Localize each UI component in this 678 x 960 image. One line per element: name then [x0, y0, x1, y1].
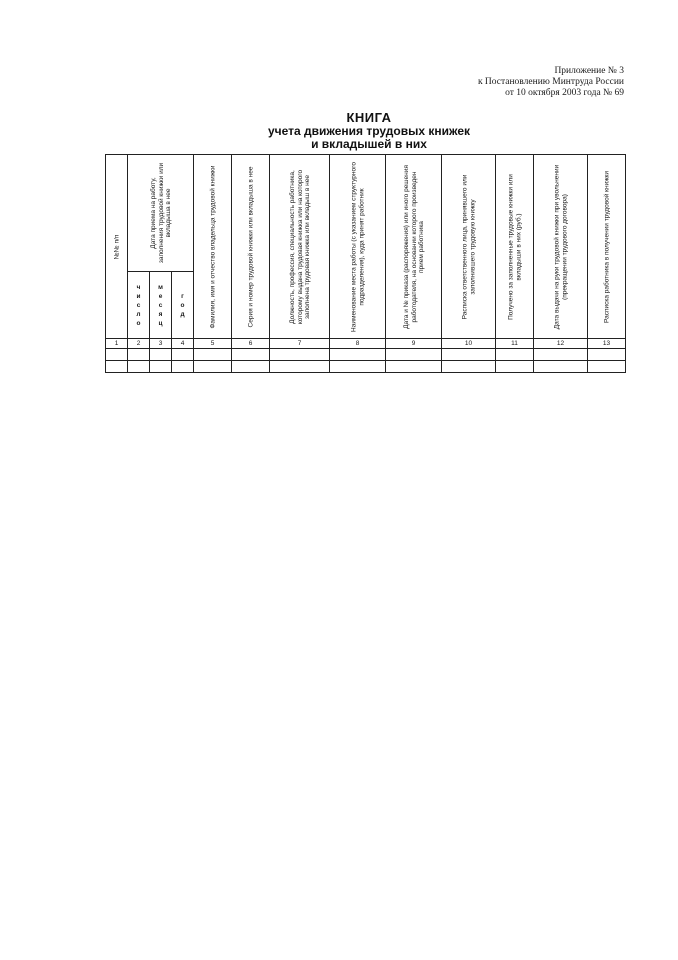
column-number: 10 [442, 339, 496, 349]
table-cell [150, 361, 172, 373]
table-cell [588, 361, 626, 373]
header-month-cell [150, 272, 172, 339]
header-date-group-cell [128, 155, 194, 272]
table-cell [496, 361, 534, 373]
header-payment-cell [496, 155, 534, 339]
column-number: 11 [496, 339, 534, 349]
table-cell [386, 361, 442, 373]
table-cell [534, 361, 588, 373]
header-number-cell [106, 155, 128, 339]
column-number: 2 [128, 339, 150, 349]
appendix-number: Приложение № 3 [554, 66, 624, 76]
table-cell [588, 349, 626, 361]
header-order-cell [386, 155, 442, 339]
table-cell [534, 349, 588, 361]
column-number: 7 [270, 339, 330, 349]
table-cell [386, 349, 442, 361]
column-number: 5 [194, 339, 232, 349]
table-cell [150, 349, 172, 361]
header-year-cell [172, 272, 194, 339]
header-position-cell [270, 155, 330, 339]
header-owner-name-cell [194, 155, 232, 339]
header-day: ч и с л о [136, 283, 141, 327]
table-row [106, 349, 626, 361]
header-issue-date-cell [534, 155, 588, 339]
table-cell [106, 349, 128, 361]
document-subtitle-line2: и вкладышей в них [311, 137, 427, 151]
column-number: 12 [534, 339, 588, 349]
table-cell [330, 361, 386, 373]
header-receipt-responsible-cell [442, 155, 496, 339]
table-cell [270, 349, 330, 361]
column-number: 6 [232, 339, 270, 349]
column-number-row [106, 339, 626, 349]
header-payment: Получено за заполненные трудовые книжки или вкладыши в них (руб.) [507, 173, 522, 320]
header-year: г о д [180, 292, 185, 318]
table-row [106, 361, 626, 373]
header-issue-date: Дата выдачи на руки трудовой книжки при увольнении (прекращении трудового договора) [553, 164, 568, 329]
column-number: 4 [172, 339, 194, 349]
table-cell [194, 361, 232, 373]
appendix-date: от 10 октября 2003 года № 69 [505, 88, 624, 98]
table-cell [172, 361, 194, 373]
table-cell [106, 361, 128, 373]
column-number: 3 [150, 339, 172, 349]
header-position: Должность, профессия, специальность работника, которому выдана трудовая книжка или на которого заполнена трудовая книжка или вкладыш в нее [288, 169, 311, 324]
header-workplace: Наименование места работы (с указанием структурного подразделения), куда принят работник [350, 161, 365, 332]
table-cell [442, 361, 496, 373]
header-receipt-responsible: Расписка ответственного лица, принявшего или заполнившего трудовую книжку [461, 174, 476, 319]
header-order: Дата и № приказа (распоряжения) или иного решения работодателя, на основании которого произведен прием работника [402, 164, 425, 329]
column-number: 1 [106, 339, 128, 349]
table-cell [128, 349, 150, 361]
column-number: 9 [386, 339, 442, 349]
header-number: №№ п/п [112, 234, 120, 259]
table-cell [442, 349, 496, 361]
header-date-group: Дата приема на работу, заполнения трудовой книжки или вкладыша в нее [149, 162, 172, 264]
records-table [105, 154, 626, 373]
table-cell [232, 361, 270, 373]
column-number: 8 [330, 339, 386, 349]
header-day-cell [128, 272, 150, 339]
table-cell [232, 349, 270, 361]
header-workplace-cell [330, 155, 386, 339]
table-cell [128, 361, 150, 373]
table-cell [172, 349, 194, 361]
header-series-number: Серия и номер трудовой книжки или вкладыша в нее [246, 166, 254, 327]
document-title: КНИГА [346, 110, 392, 125]
header-month: м е с я ц [158, 283, 163, 327]
table-cell [330, 349, 386, 361]
header-employee-receipt-cell [588, 155, 626, 339]
document-subtitle-line1: учета движения трудовых книжек [267, 124, 471, 138]
appendix-resolution: к Постановлению Минтруда России [477, 77, 624, 87]
header-series-number-cell [232, 155, 270, 339]
header-owner-name: Фамилия, имя и отчество владельца трудовой книжки [208, 164, 216, 329]
header-employee-receipt: Расписка работника в получении трудовой книжки [602, 170, 610, 323]
appendix-reference [364, 66, 624, 99]
column-number: 13 [588, 339, 626, 349]
table-cell [194, 349, 232, 361]
table-cell [270, 361, 330, 373]
table-cell [496, 349, 534, 361]
